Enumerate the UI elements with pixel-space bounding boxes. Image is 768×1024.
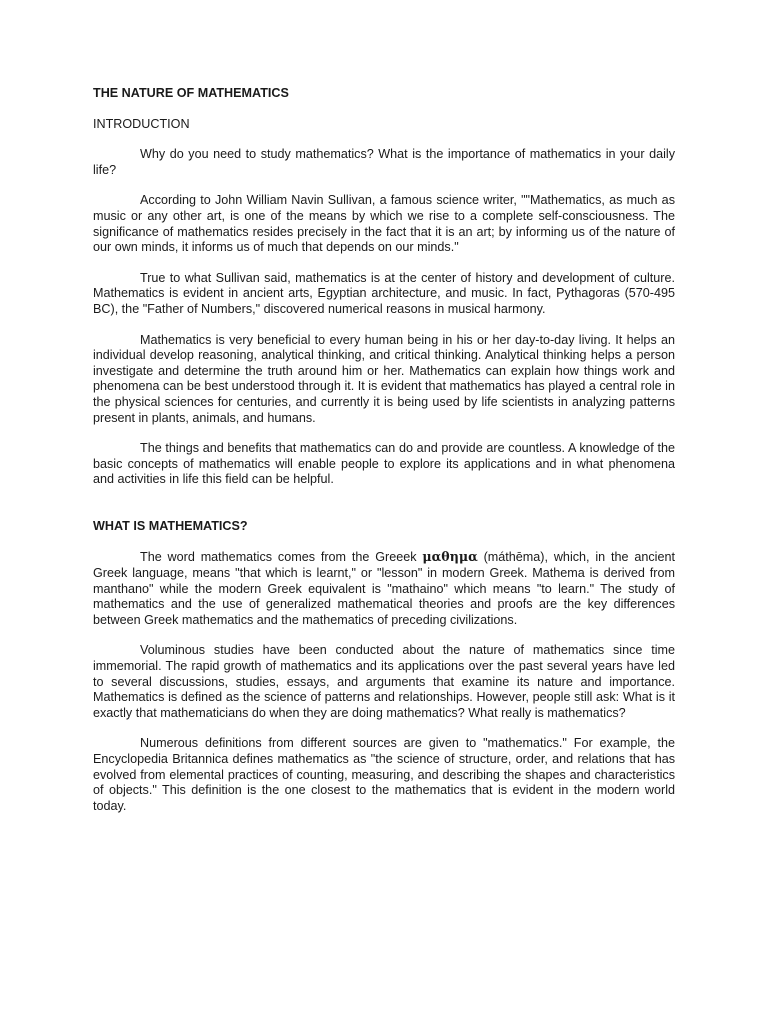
- section2-paragraph-1-start: The word mathematics comes from the Greeek: [140, 550, 423, 565]
- section2-paragraph-1-rest: (máthēma), which, in the ancient Greek language, means "that which is learnt," or "lesson" in modern Greek. Mathema is derived from manthano" while the modern Greek equivalent is "mathaino" which means "to learn." The study of mathematics and the use of generalized mathematical theories and proofs are the key differences between Greek mathematics and the mathematics of preceding civilizations.: [93, 550, 675, 627]
- document-title: THE NATURE OF MATHEMATICS: [93, 86, 289, 100]
- intro-paragraph-2: According to John William Navin Sullivan, a famous science writer, ""Mathematics, as much as music or any other art, is one of the means by which we rise to a complete self-consciousness. The significance of mathematics resides precisely in the fact that it is an art; by informing us of the nature of our own minds, it informs us of much that depends on our minds.": [93, 193, 675, 255]
- intro-paragraph-5: The things and benefits that mathematics can do and provide are countless. A knowledge of the basic concepts of mathematics will enable people to explore its applications and in what phenomena and activities in life this field can be helpful.: [93, 441, 675, 487]
- greek-word: μαθημα: [422, 549, 478, 565]
- intro-paragraph-1: Why do you need to study mathematics? What is the importance of mathematics in your daily life?: [93, 147, 675, 177]
- intro-paragraph-3: True to what Sullivan said, mathematics is at the center of history and development of culture. Mathematics is evident in ancient arts, Egyptian architecture, and music. In fact, Pythagoras (570-495 BC), the "Father of Numbers," discovered numerical reasons in musical harmony.: [93, 270, 675, 316]
- intro-paragraph-4: Mathematics is very beneficial to every human being in his or her day-to-day living. It helps an individual develop reasoning, analytical thinking, and critical thinking. Analytical thinking helps a person investigate and determine the truth around him or her. Mathematics can explain how things work and phenomena can be best understood through it. It is evident that mathematics has played a central role in the physical sciences for centuries, and currently it is being used by life scientists in analyzing patterns present in plants, animals, and humans.: [93, 332, 675, 425]
- section2-paragraph-2: Voluminous studies have been conducted about the nature of mathematics since time immemorial. The rapid growth of mathematics and its applications over the past several years have led to several discussions, studies, essays, and arguments that examine its nature and importance. Mathematics is defined as the science of patterns and relationships. However, people still ask: What is it exactly that mathematicians do when they are doing mathematics? What really is mathematics?: [93, 643, 675, 720]
- section-heading-what-is-mathematics: WHAT IS MATHEMATICS?: [93, 518, 248, 533]
- introduction-heading: INTRODUCTION: [93, 116, 190, 131]
- section2-paragraph-1: [93, 549, 675, 628]
- document-page: [93, 86, 675, 814]
- section2-paragraph-3: Numerous definitions from different sources are given to "mathematics." For example, the Encyclopedia Britannica defines mathematics as "the science of structure, order, and relations that has evolved from elemental practices of counting, measuring, and describing the shapes and characteristics of objects." This definition is the one closest to the mathematics that is evident in the modern world today.: [93, 736, 675, 813]
